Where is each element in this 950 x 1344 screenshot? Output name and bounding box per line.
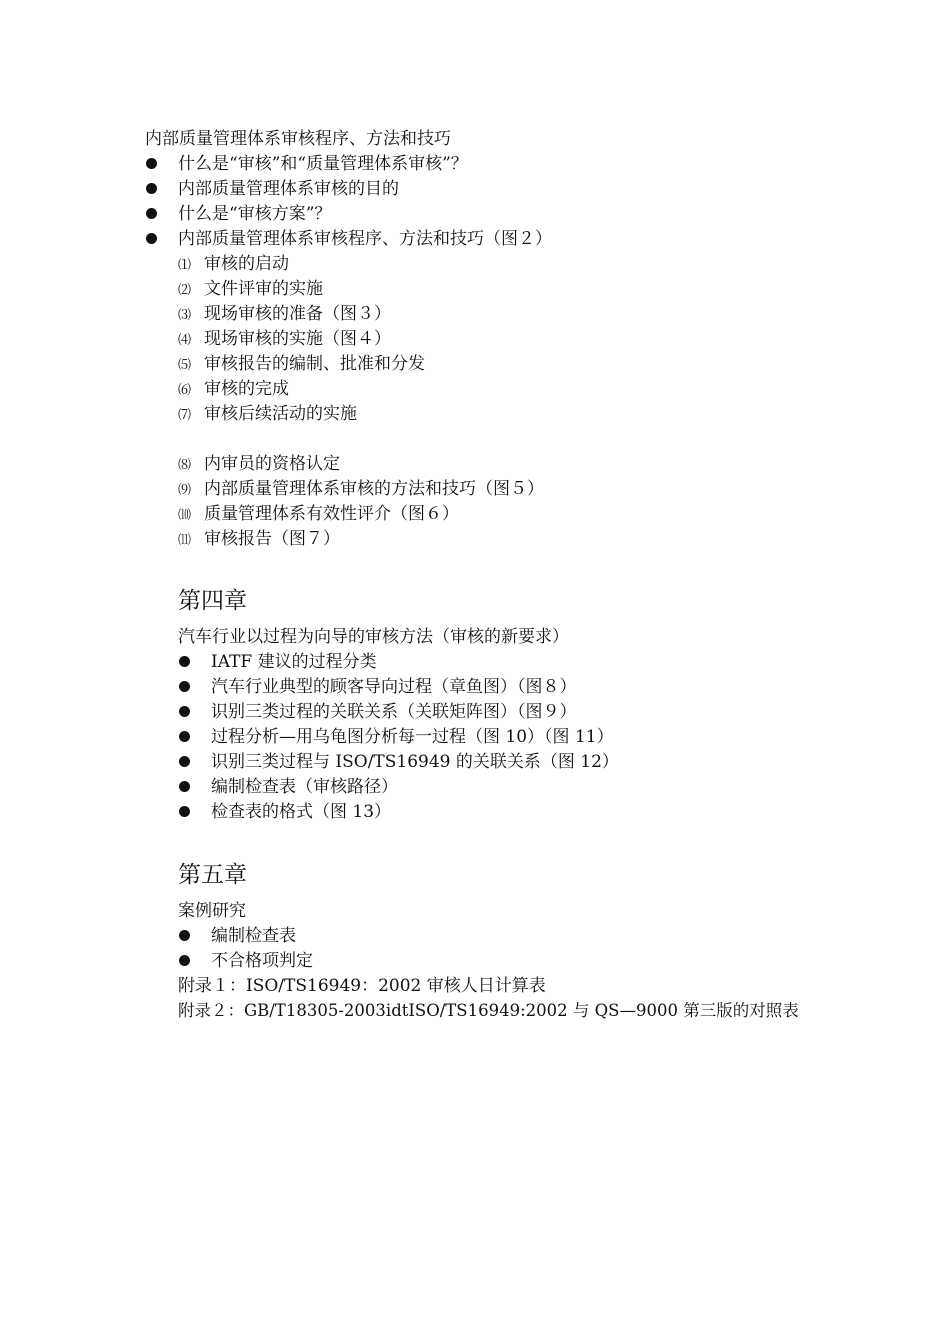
chapter-subtitle: 案例研究 <box>178 901 246 921</box>
bullet-icon <box>179 930 190 941</box>
step-text: 审核报告的编制、批准和分发 <box>204 354 425 374</box>
bullet-icon <box>146 183 157 194</box>
list-item <box>178 478 544 502</box>
list-item <box>178 403 357 427</box>
step-text: 内部质量管理体系审核的方法和技巧（图５） <box>204 479 544 499</box>
list-item: 不合格项判定 <box>211 951 313 971</box>
appendix-item: 附录１：ISO/TS16949：2002 审核人日计算表 <box>178 976 546 996</box>
step-number: ⑴ <box>178 258 192 273</box>
step-number: ⑺ <box>178 408 192 423</box>
step-text: 现场审核的实施（图４） <box>204 329 391 349</box>
step-number: ⑶ <box>178 308 192 323</box>
step-number: ⑸ <box>178 358 192 373</box>
list-item <box>178 528 340 552</box>
step-text: 质量管理体系有效性评介（图６） <box>204 504 459 524</box>
step-text: 审核的启动 <box>204 254 289 274</box>
step-number: ⑷ <box>178 333 192 348</box>
step-number: ⑾ <box>178 533 192 548</box>
list-item: 汽车行业典型的顾客导向过程（章鱼图）（图８） <box>211 677 577 697</box>
list-item: 编制检查表 <box>211 926 296 946</box>
list-item <box>178 453 340 477</box>
bullet-icon <box>146 158 157 169</box>
list-item <box>178 253 289 277</box>
chapter-subtitle: 汽车行业以过程为向导的审核方法（审核的新要求） <box>178 627 569 647</box>
list-item: 内部质量管理体系审核程序、方法和技巧（图２） <box>178 229 552 249</box>
list-item: 编制检查表（审核路径） <box>211 777 398 797</box>
list-item <box>178 278 323 302</box>
bullet-icon <box>179 806 190 817</box>
step-text: 文件评审的实施 <box>204 279 323 299</box>
bullet-icon <box>179 706 190 717</box>
list-item <box>178 303 391 327</box>
chapter-title: 第五章 <box>178 862 247 888</box>
list-item <box>178 503 459 527</box>
list-item <box>178 378 289 402</box>
step-text: 审核后续活动的实施 <box>204 404 357 424</box>
step-text: 审核的完成 <box>204 379 289 399</box>
list-item: 过程分析—用乌龟图分析每一过程（图 10）（图 11） <box>211 727 614 747</box>
list-item <box>178 353 425 377</box>
list-item: 识别三类过程与 ISO/TS16949 的关联关系（图 12） <box>211 752 619 772</box>
list-item: 什么是“审核”和“质量管理体系审核”？ <box>178 154 468 174</box>
bullet-icon <box>146 208 157 219</box>
step-number: ⑵ <box>178 283 192 298</box>
list-item: 内部质量管理体系审核的目的 <box>178 179 399 199</box>
list-item <box>178 328 391 352</box>
chapter-title: 第四章 <box>178 588 247 614</box>
step-number: ⑹ <box>178 383 192 398</box>
list-item: 检查表的格式（图 13） <box>211 802 392 822</box>
step-number: ⑼ <box>178 483 192 498</box>
step-text: 审核报告（图７） <box>204 529 340 549</box>
bullet-icon <box>179 756 190 767</box>
list-item: 识别三类过程的关联关系（关联矩阵图）（图９） <box>211 702 577 722</box>
bullet-icon <box>179 656 190 667</box>
bullet-icon <box>179 955 190 966</box>
step-number: ⑻ <box>178 458 192 473</box>
bullet-icon <box>146 233 157 244</box>
bullet-icon <box>179 731 190 742</box>
list-item: IATF 建议的过程分类 <box>211 652 377 672</box>
step-text: 现场审核的准备（图３） <box>204 304 391 324</box>
appendix-item: 附录２：GB/T18305-2003idtISO/TS16949:2002 与 QS—9000 第三版的对照表 <box>178 1001 799 1020</box>
bullet-icon <box>179 781 190 792</box>
section-heading: 内部质量管理体系审核程序、方法和技巧 <box>145 129 451 149</box>
bullet-icon <box>179 681 190 692</box>
list-item: 什么是“审核方案”？ <box>178 204 332 224</box>
step-text: 内审员的资格认定 <box>204 454 340 474</box>
step-number: ⑽ <box>178 508 192 523</box>
